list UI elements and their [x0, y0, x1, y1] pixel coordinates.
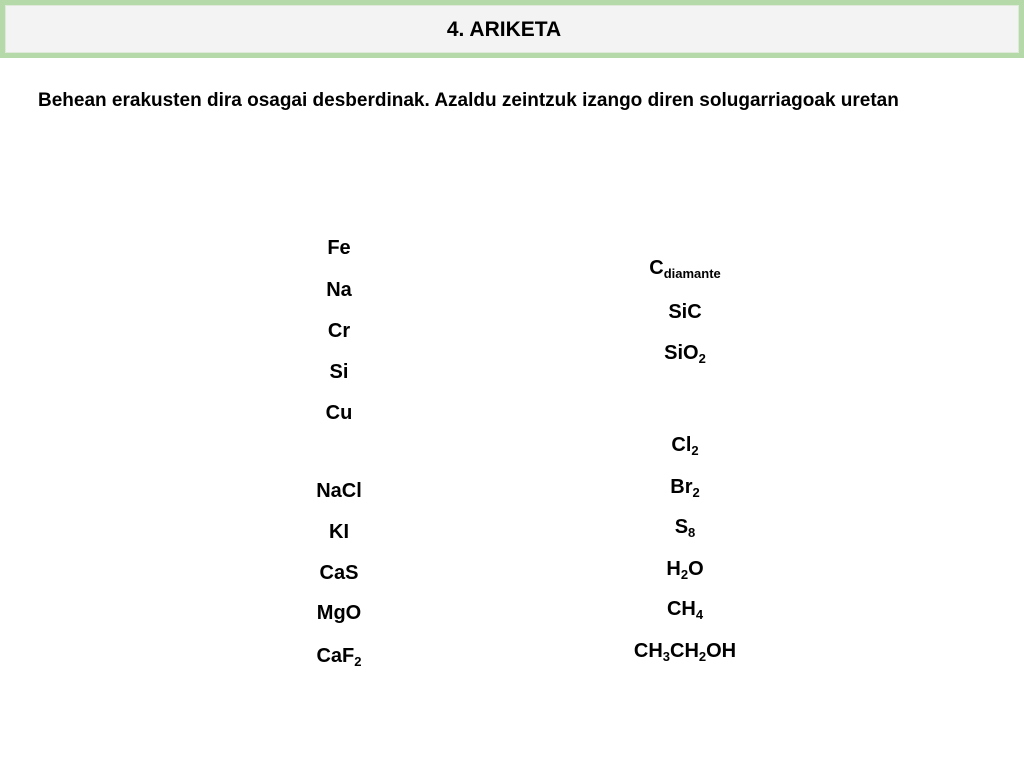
compound-item: $S_8$	[674, 516, 696, 540]
compound-item: Na	[326, 279, 352, 301]
compound-item: SiO$_2$	[664, 342, 706, 366]
compound-item: NaCl	[316, 480, 362, 502]
compound-item: $H_2O$	[666, 558, 704, 582]
compound-item: KI	[329, 521, 349, 543]
compound-item: Fe	[327, 237, 351, 259]
page-title	[0, 18, 1016, 42]
compound-item: Si	[329, 361, 349, 383]
compound-item: CaF$_2$	[316, 645, 362, 669]
compound-item: $CH_3CH_2OH$	[633, 640, 737, 664]
exercise-instructions: Behean erakusten dira osagai desberdinak. Azaldu zeintzuk izango diren solugarriagoak uretan	[38, 90, 899, 111]
compound-item: $Cl_2$	[671, 434, 699, 458]
compound-item: Cr	[327, 320, 351, 342]
compound-item: SiC	[668, 301, 702, 323]
compound-item: MgO	[316, 602, 362, 624]
compound-item: $CH_4$	[666, 598, 704, 622]
page-title-text: 4. ARIKETA	[446, 18, 562, 41]
compound-item: CaS	[319, 562, 359, 584]
compound-item: $Br_2$	[670, 476, 700, 500]
compound-item: $C_{diamante}$	[649, 257, 721, 281]
compound-item: Cu	[325, 402, 353, 424]
